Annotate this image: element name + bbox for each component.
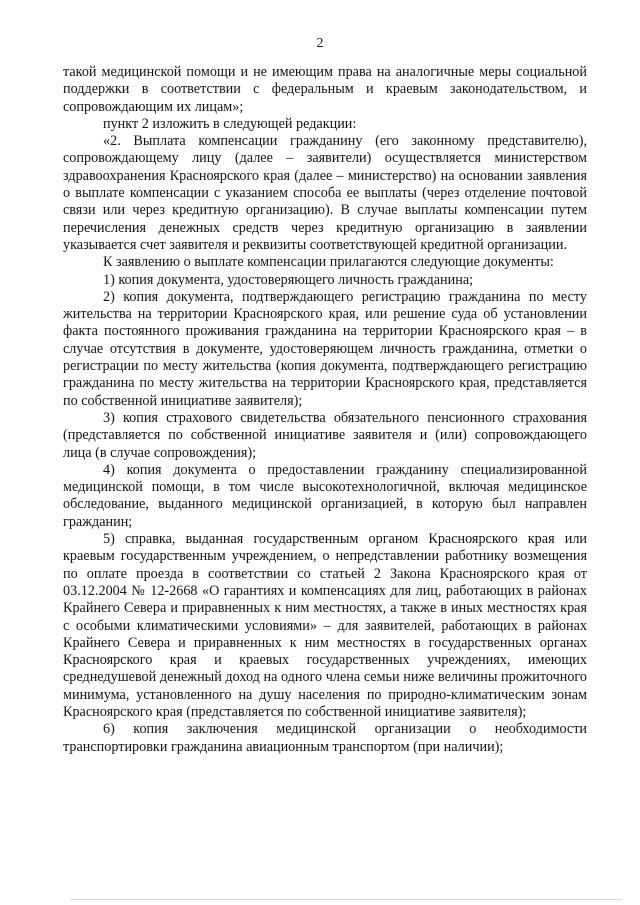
list-item-4: 4) копия документа о предоставлении гражданину специализированной медицинской помощи, в том числе высокотехнологичной, включая медицинское обследование, выданного медицинской организацией, в которую был направлен гражданин; [63,461,587,530]
paragraph-documents-intro: К заявлению о выплате компенсации прилагаются следующие документы: [103,254,554,271]
paragraph-amendment-intro: пункт 2 изложить в следующей редакции: [103,115,357,132]
paragraph-continuation: такой медицинской помощи и не имеющим права на аналогичные меры социальной поддержки в соответствии с федеральным и краевым законодательством, и сопровождающим их лицам»; [63,64,587,115]
list-item-2: 2) копия документа, подтверждающего регистрацию гражданина по месту жительства на территории Красноярского края, или решение суда об установлении факта постоянного проживания гражданина на территории Красноярского края – в случае отсутствия в документе, удостоверяющем личность гражданина, отметки о регистрации по месту жительства (копия документа, подтверждающего регистрацию гражданина по месту жительства на территории Красноярского края, представляется по собственной инициативе заявителя); [63,288,587,409]
document-body [63,64,587,756]
list-item-6: 6) копия заключения медицинской организации о необходимости транспортировки гражданина авиационным транспортом (при наличии); [63,721,587,755]
list-item-5: 5) справка, выданная государственным органом Красноярского края или краевым государственным учреждением, о непредставлении работнику возмещения по оплате проезда в соответствии со статьей 2 Закона Красноярского края от 03.12.2004 № 12-2668 «О гарантиях и компенсациях для лиц, работающих в районах Крайнего Севера и приравненных к ним местностях, а также в иных местностях края с особыми климатическими условиями» – для заявителей, работающих в районах Крайнего Севера и приравненных к ним местностях в государственных органах Красноярского края и краевых государственных учреждениях, имеющих среднедушевой денежный доход на одного члена семьи ниже величины прожиточного минимума, установленного на душу населения по природно-климатическим зонам Красноярского края (представляется по собственной инициативе заявителя); [63,531,587,720]
paragraph-point-2: «2. Выплата компенсации гражданину (его законному представителю), сопровождающему лицу (далее – заявители) осуществляется министерством здравоохранения Красноярского края (далее – министерство) на основании заявления о выплате компенсации с указанием способа ее выплаты (через отделение почтовой связи или через кредитную организацию). В случае выплаты компенсации путем перечисления денежных средств через кредитную организацию в заявлении указывается счет заявителя и реквизиты соответствующей кредитной организации. [63,133,587,253]
page-number: 2 [316,36,324,51]
list-item-3: 3) копия страхового свидетельства обязательного пенсионного страхования (представляется по собственной инициативе заявителя и (или) сопровождающего лица (в случае сопровождения); [63,409,587,461]
list-item-1: 1) копия документа, удостоверяющего личность гражданина; [103,271,474,288]
page-bottom-divider [70,899,622,900]
